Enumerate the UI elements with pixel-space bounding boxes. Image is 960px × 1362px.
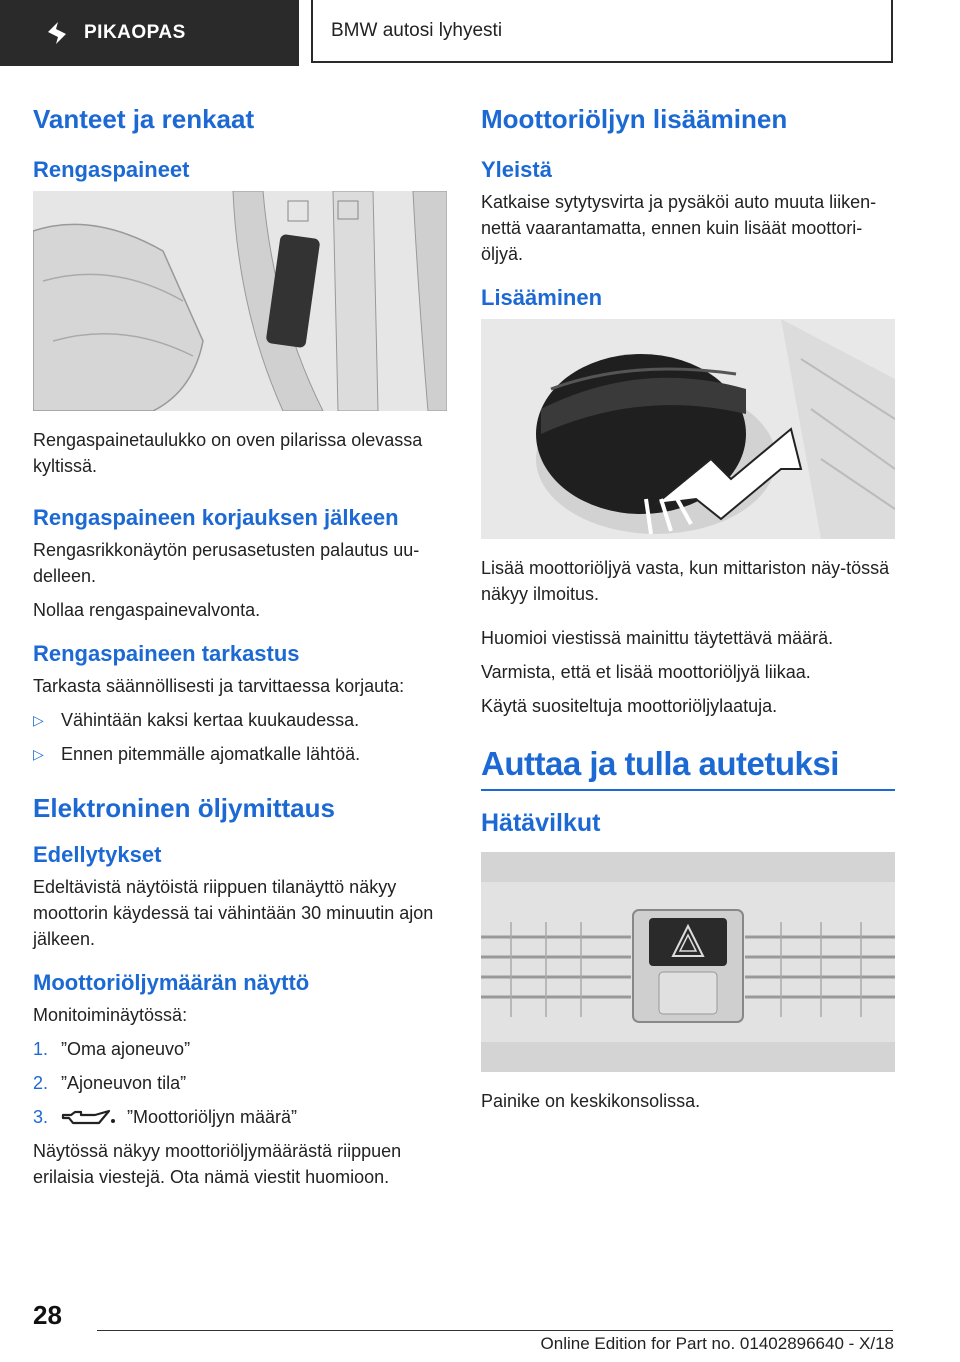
bullet-list [33,707,447,767]
paragraph: Monitoiminäytössä: [33,1005,188,1025]
list-item: ▷ Ennen pitemmälle ajomatkalle lähtöä. [33,741,447,767]
chapter-label: BMW autosi lyhyesti [331,19,503,41]
paragraph: Rengasrikkonäytön perusasetusten palautus uu‐delleen. [33,540,420,586]
numbered-list [33,1036,447,1130]
subheading-general: Yleistä [481,157,552,182]
paragraph: Edeltävistä näytöistä riippuen tilanäyttö näkyy moottorin käydessä tai vähintään 30 minuutin ajon jälkeen. [33,877,434,949]
right-column [481,96,895,1122]
paragraph: Huomioi viestissä mainittu täytettävä määrä. [481,628,834,648]
left-column [33,96,447,1198]
paragraph: Tarkasta säännöllisesti ja tarvittaessa korjauta: [33,676,405,696]
subheading-oil-level-display: Moottoriöljymäärän näyttö [33,970,310,995]
footer-divider [97,1330,893,1331]
list-item: 2. ”Ajoneuvon tila” [33,1073,187,1093]
chapter-title-help: Auttaa ja tulla autetuksi [481,745,895,791]
subheading-after-correction: Rengaspaineen korjauksen jälkeen [33,505,399,530]
page-number: 28 [33,1300,62,1330]
oil-can-icon [61,1107,117,1129]
paragraph: Nollaa rengaspainevalvonta. [33,600,261,620]
list-item: 1. ”Oma ajoneuvo” [33,1039,191,1059]
subheading-pressure-check: Rengaspaineen tarkastus [33,641,300,666]
paragraph: Painike on keskikonsolissa. [481,1091,701,1111]
paragraph: Näytössä näkyy moottoriöljymäärästä riippuen erilaisia viestejä. Ota nämä viestit huomioon. [33,1141,402,1187]
hazard-button-image [481,852,895,1072]
triangle-bullet-icon: ▷ [33,712,44,728]
triangle-bullet-icon: ▷ [33,746,44,762]
paragraph: Rengaspainetaulukko on oven pilarissa olevassa kyltissä. [33,430,423,476]
chapter-tab[interactable] [311,0,893,63]
section-label: PIKAOPAS [84,22,186,43]
lightning-icon [44,20,70,46]
oil-cap-image [481,319,895,539]
subheading-adding: Lisääminen [481,285,603,310]
paragraph: Katkaise sytytysvirta ja pysäköi auto muuta liiken‐nettä vaarantamatta, ennen kuin lisäät moottori‐öljyä. [481,192,877,264]
subheading-hazard-lights: Hätävilkut [481,809,601,837]
door-pillar-image [33,191,447,411]
section-title-add-oil: Moottoriöljyn lisääminen [481,104,788,134]
paragraph: Lisää moottoriöljyä vasta, kun mittariston näy‐tössä näkyy ilmoitus. [481,558,890,604]
list-item: 3. ”Moottoriöljyn määrä” [33,1104,447,1130]
section-tab[interactable] [0,0,299,66]
paragraph: Käytä suositeltuja moottoriöljylaatuja. [481,696,778,716]
subheading-prerequisites: Edellytykset [33,842,162,867]
subheading-tire-pressure: Rengaspaineet [33,157,190,182]
paragraph: Varmista, että et lisää moottoriöljyä liikaa. [481,662,811,682]
edition-footer: Online Edition for Part no. 01402896640 - X/18 [540,1334,894,1353]
section-title-oil-measure: Elektroninen öljymittaus [33,793,335,823]
list-item: ▷ Vähintään kaksi kertaa kuukaudessa. [33,707,447,733]
section-title-rims: Vanteet ja renkaat [33,104,255,134]
